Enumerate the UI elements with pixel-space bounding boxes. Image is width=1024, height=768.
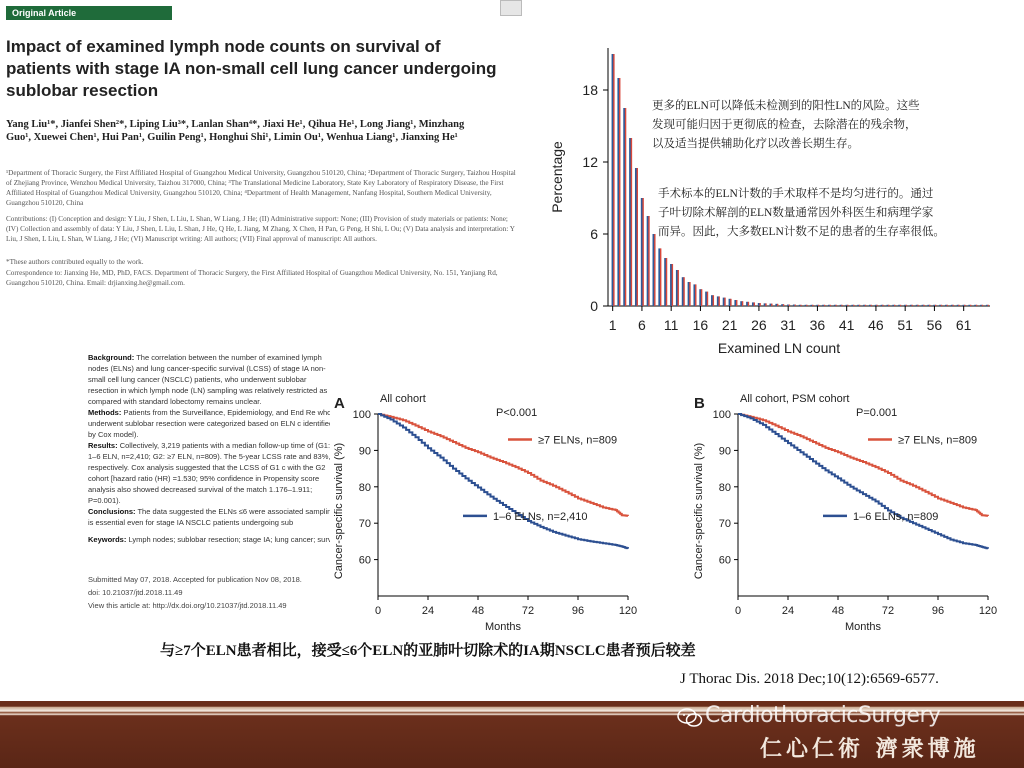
bar-edge [795,305,796,306]
paper-abstract [88,352,338,545]
bar-edge [613,54,614,306]
x-tick-label: 41 [838,317,855,333]
bar-edge [830,305,831,306]
y-tick-label: 0 [590,298,598,314]
bar-edge [730,299,731,306]
bar-edge [707,292,708,306]
bar-edge [748,302,749,306]
km-curve-panel-b [690,392,1010,632]
y-axis-title: Cancer-specific survival (%) [693,442,705,580]
y-tick-label: 100 [712,409,731,421]
km-curve-panel-a [330,392,650,632]
paper-doi: doi: 10.21037/jtd.2018.11.49 [88,588,183,597]
paper-snippet [0,0,520,300]
y-tick-label: 6 [590,226,598,242]
bar-edge [970,305,971,306]
bar-edge [824,305,825,306]
p-value: P=0.001 [856,407,898,419]
bar-edge [876,305,877,306]
bar-edge [853,305,854,306]
bar-edge [713,295,714,306]
bar-edge [964,305,965,306]
y-axis-title: Percentage [549,141,565,213]
bar-edge [906,305,907,306]
bar-edge [701,289,702,306]
panel-letter: A [334,395,345,412]
note2-line1: 手术标本的ELN计数的手术取样不是均匀进行的。通过 [658,188,934,200]
bar-edge [648,216,649,306]
bar-edge [871,305,872,306]
x-tick-label: 61 [955,317,972,333]
x-tick-label: 72 [881,605,895,617]
bar-edge [917,305,918,306]
note2-line3: 而异。因此，大多数ELN计数不足的患者的生存率很低。 [658,226,945,238]
abstract-results: Results: Collectively, 3,219 patients with a median follow-up time of (G1: 1–6 ELN, n=2,410; G2: ≥7 ELN, n=809). The 5-year LCSS rate and 83%, respectively. Cox analysis suggested that the LCSS of G1 c with the G2 cohort [hazard ratio (HR) =1.530; 95% confidence in Propensity score analysis also showed decreased survival of the match 1.176–1.911; P=0.001). [88,441,331,505]
abstract-conclusions: Conclusions: The data suggested the ELNs ≤6 were associated sampling is essential even for stage IA NSCLC patients undergoing sub [88,507,336,527]
y-tick-label: 80 [358,481,371,494]
bar-edge [642,198,643,306]
bar-edge [637,168,638,306]
y-tick-label: 70 [718,518,731,531]
bar-edge [958,305,959,306]
panel-title: All cohort, PSM cohort [740,393,850,405]
bar-edge [888,305,889,306]
paper-authors: Yang Liu¹*, Jianfei Shen²*, Liping Liu³*, Lanlan Shan⁴*, Jiaxi He¹, Qihua He¹, Long Jiang¹, Minzhang Guo¹, Xuewei Chen¹, Hui Pan¹, Guilin Peng¹, Honghui Shi¹, Limin Ou¹, Wenhua Liang¹, Jianxing He¹ [6,119,465,143]
abstract-methods: Methods: Patients from the Surveillance, Epidemiology, and End Re who underwent sublobar resection were categorized based on ELN c identified by Cox model). [88,408,334,439]
bar-edge [912,305,913,306]
bar-edge [818,305,819,306]
note1-line1: 更多的ELN可以降低未检测到的阳性LN的风险。这些 [652,100,920,112]
bar-edge [625,108,626,306]
x-tick-label: 31 [780,317,796,333]
x-axis-title: Months [844,621,882,632]
bar-edge [982,305,983,306]
x-tick-label: 120 [978,605,998,617]
bar-edge [783,304,784,306]
bar-edge [689,282,690,306]
x-tick-label: 96 [571,605,585,617]
panel-title: All cohort [380,393,426,405]
y-tick-label: 90 [718,445,731,458]
slide-caption: 与≥7个ELN患者相比，接受≤6个ELN的亚肺叶切除术的IA期NSCLC患者预后较差 [160,643,696,659]
bar-edge [619,78,620,306]
bar-edge [894,305,895,306]
x-tick-label: 0 [734,605,742,617]
paper-affiliations: ¹Department of Thoracic Surgery, the First Affiliated Hospital of Guangzhou Medical University, Guangzhou 510120, China; ²Department of Thoracic Surgery, Taizhou Hospital of Zhejiang Province, Wenzhou Medical University, Taizhou 317000, China; ³The Translational Medicine Laboratory, State Key Laboratory of Respiratory Disease, the First Affiliated Hospital of Guangzhou Medical University, Guangzhou 510120, China; ⁴Department of Health Management, Nanfang Hospital, Southern Medical University, Guangzhou 510120, China [6,169,516,207]
x-tick-label: 11 [663,317,679,333]
bar-edge [941,305,942,306]
legend-label: 1–6 ELNs, n=809 [853,510,939,523]
x-tick-label: 72 [521,605,535,617]
abstract-keywords: Keywords: Lymph nodes; sublobar resection; stage IA; lung cancer; surviv [88,535,338,544]
bar-edge [765,303,766,306]
bar-edge [929,305,930,306]
x-tick-label: 1 [608,317,617,333]
x-tick-label: 56 [926,317,943,333]
legend-label: 1–6 ELNs, n=2,410 [493,510,588,523]
bar-edge [718,296,719,306]
bar-edge [882,305,883,306]
note2-line2: 子叶切除术解剖的ELN数量通常因外科医生和病理学家 [658,207,934,219]
x-tick-label: 48 [471,605,485,617]
survival-curve-high-eln [378,414,628,516]
journal-thumbnail [500,0,520,16]
x-tick-label: 16 [692,317,709,333]
x-tick-label: 48 [831,605,845,617]
bar-edge [806,305,807,306]
paper-equal-contribution: *These authors contributed equally to the work. [6,258,144,266]
bar-edge [947,305,948,306]
legend-label: ≥7 ELNs, n=809 [538,434,618,447]
panel-letter: B [694,395,705,412]
bar-edge [771,304,772,306]
bar-edge [654,234,655,306]
y-axis-title: Cancer-specific survival (%) [333,442,345,580]
x-tick-label: 46 [868,317,884,333]
y-tick-label: 18 [582,82,598,98]
p-value: P<0.001 [496,407,538,419]
bar-edge [923,305,924,306]
wechat-icon [677,708,703,728]
note1-line2: 发现可能归因于更彻底的检查，去除潜在的残余物， [652,119,917,131]
bar-edge [976,305,977,306]
bar-edge [952,305,953,306]
bar-edge [900,305,901,306]
y-tick-label: 12 [582,154,598,170]
bar-edge [742,301,743,306]
bar-edge [672,264,673,306]
bar-edge [800,305,801,306]
bar-edge [847,305,848,306]
abstract-background: Background: The correlation between the number of examined lymph nodes (ELNs) and lung cancer-specific survival (LCSS) of stage IA non-small cell lung cancer (NSCLC) patients, who underwent sublobar resection in which lymph node (LN) sampling was relatively restricted as compared with standard lobectomy remains unclear. [88,353,328,406]
y-tick-label: 60 [718,554,731,567]
x-tick-label: 120 [618,605,638,617]
bar-edge [683,277,684,306]
x-tick-label: 36 [809,317,826,333]
article-type-label: Original Article [6,6,172,20]
x-tick-label: 24 [421,605,435,617]
paper-correspondence: Correspondence to: Jianxing He, MD, PhD, FACS. Department of Thoracic Surgery, the First Affiliated Hospital of Guangzhou Medical University, No. 151, Yanjiang Rd, Guangzhou 510120, China. Email: drjianxing.he@gmail.com. [6,269,498,287]
x-tick-label: 0 [374,605,382,617]
x-tick-label: 96 [931,605,945,617]
bar-edge [660,248,661,306]
paper-title: Impact of examined lymph node counts on survival of patients with stage IA non-small cell lung cancer undergoing sublobar resection [6,37,497,100]
bar-edge [754,302,755,306]
note-block-2 [658,185,998,242]
y-tick-label: 60 [358,554,371,567]
bar-edge [678,270,679,306]
x-axis-title: Examined LN count [717,340,841,356]
bar-edge [988,305,989,306]
bar-edge [695,284,696,306]
y-tick-label: 100 [352,409,371,421]
survival-curve-high-eln [738,414,988,516]
x-tick-label: 24 [781,605,795,617]
bar-edge [865,305,866,306]
y-tick-label: 70 [358,518,371,531]
y-tick-label: 90 [358,445,371,458]
paper-submitted: Submitted May 07, 2018. Accepted for publication Nov 08, 2018. [88,575,302,584]
bar-edge [777,304,778,306]
paper-contributions: Contributions: (I) Conception and design: Y Liu, J Shen, L Liu, L Shan, W Liang, J He; (II) Administrative support: None; (III) Provision of study materials or patients: None; (IV) Collection and assembly of data: Y Liu, J Shen, L Liu, L Shan, J He, Q He, L Jiang, M Zhang, X Chen, H Pan, G Peng, H Shi, L Ou; (V) Data analysis and interpretation: Y Liu, J Shen, L Liu, L Shan, W Liang, J He; (VI) Manuscript writing: All authors; (VII) Final approval of manuscript: All authors. [6,215,515,243]
bar-edge [736,300,737,306]
x-tick-label: 26 [751,317,767,333]
bar-edge [789,305,790,306]
bar-edge [841,305,842,306]
x-tick-label: 21 [721,317,738,333]
bar-edge [631,138,632,306]
paper-view-link: View this article at: http://dx.doi.org/10.21037/jtd.2018.11.49 [88,601,287,610]
bar-edge [759,303,760,306]
citation: J Thorac Dis. 2018 Dec;10(12):6569-6577. [680,671,939,687]
brand-name: CardiothoracicSurgery [705,703,941,728]
brand-slogan: 仁心仁術 濟衆博施 [760,736,980,762]
bar-edge [812,305,813,306]
note-block-1 [652,97,992,154]
bar-edge [859,305,860,306]
note1-line3: 以及适当提供辅助化疗以改善长期生存。 [652,138,859,150]
bar-edge [835,305,836,306]
x-axis-title: Months [484,621,522,632]
bar-edge [935,305,936,306]
x-tick-label: 6 [638,317,646,333]
bar-edge [724,298,725,306]
legend-label: ≥7 ELNs, n=809 [898,434,978,447]
bar-edge [666,258,667,306]
y-tick-label: 80 [718,481,731,494]
x-tick-label: 51 [897,317,913,333]
